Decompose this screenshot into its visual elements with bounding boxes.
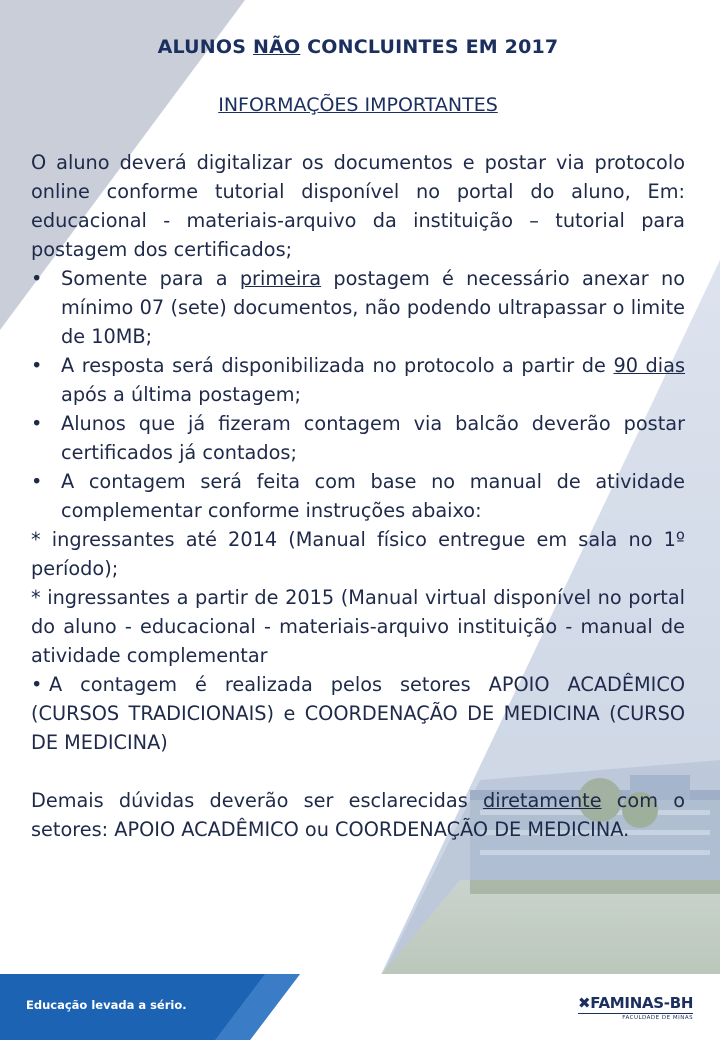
title-part1: ALUNOS: [157, 36, 247, 58]
bullet-item: • Somente para a primeira postagem é necessário anexar no mínimo 07 (sete) documentos, não podendo ultrapassar o limite de 10MB;: [31, 264, 685, 351]
faminas-logo: [578, 994, 693, 1021]
bullet-item: • A resposta será disponibilizada no protocolo a partir de 90 dias após a última postagem;: [31, 351, 685, 409]
underlined-text: 90 dias: [613, 354, 685, 377]
body-text: [31, 148, 685, 844]
bullet-icon: •: [31, 470, 43, 493]
bullet-item: • Alunos que já fizeram contagem via balcão deverão postar certificados já contados;: [31, 409, 685, 467]
bullet-item: • A contagem é realizada pelos setores APOIO ACADÊMICO: [31, 670, 685, 699]
footer-slogan: Educação levada a sério.: [26, 998, 187, 1012]
title-part2: CONCLUINTES EM 2017: [307, 36, 559, 58]
logo-subtitle: FACULDADE DE MINAS: [578, 1013, 693, 1021]
underlined-text: diretamente: [482, 789, 602, 812]
bullet-icon: •: [31, 354, 43, 377]
bullet-item: • A contagem será feita com base no manual de atividade complementar conforme instruções abaixo:: [31, 467, 685, 525]
page-subtitle: INFORMAÇÕES IMPORTANTES: [218, 94, 498, 116]
underlined-text: primeira: [239, 267, 322, 290]
intro-paragraph: O aluno deverá digitalizar os documentos e postar via protocolo online conforme tutorial disponível no portal do aluno, Em: educacional - materiais-arquivo da instituição – tutorial para postagem dos certificados;: [31, 151, 685, 261]
page-title: [31, 36, 685, 58]
bullet-icon: •: [31, 267, 43, 290]
bullet-continuation: (CURSOS TRADICIONAIS) e COORDENAÇÃO DE MEDICINA (CURSO DE MEDICINA): [31, 702, 685, 754]
note-ingressantes-2015: * ingressantes a partir de 2015 (Manual virtual disponível no portal do aluno - educacional - materiais-arquivo instituição - manual de atividade complementar: [31, 586, 685, 667]
note-ingressantes-2014: * ingressantes até 2014 (Manual físico entregue em sala no 1º período);: [31, 528, 685, 580]
bullet-icon: •: [31, 412, 43, 435]
bullet-icon: •: [31, 673, 43, 696]
closing-paragraph: Demais dúvidas deverão ser esclarecidas diretamente com o setores: APOIO ACADÊMICO ou COORDENAÇÃO DE MEDICINA.: [31, 789, 685, 841]
title-underlined-word: NÃO: [252, 36, 301, 58]
logo-name: ✖FAMINAS-BH: [578, 994, 694, 1012]
